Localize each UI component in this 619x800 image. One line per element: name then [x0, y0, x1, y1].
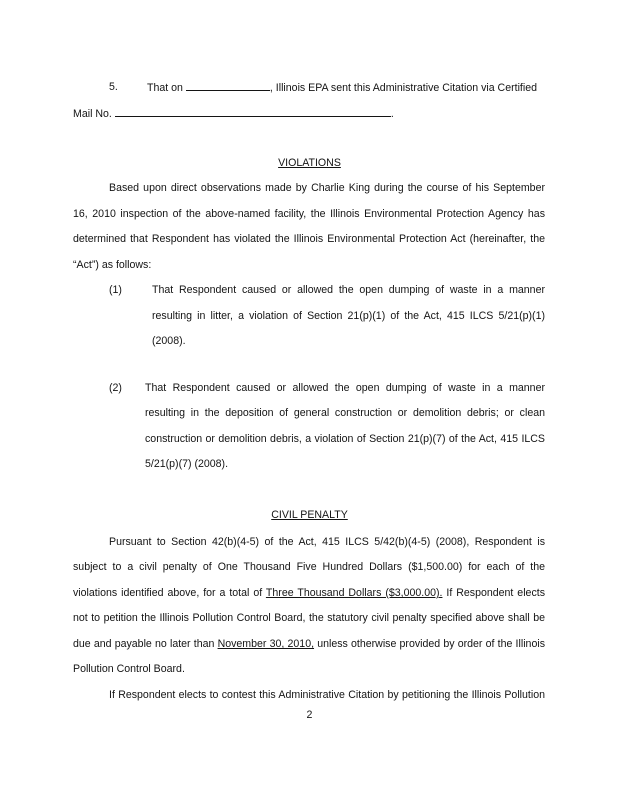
penalty-line-1: Pursuant to Section 42(b)(4-5) of the Act, 415 ILCS 5/42(b)(4-5) (2008), Respondent is: [109, 536, 545, 548]
civil-penalty-heading: CIVIL PENALTY: [271, 509, 348, 521]
date-blank: [186, 80, 270, 91]
penalty-line-6: Pollution Control Board.: [73, 663, 185, 675]
penalty-line-3: [73, 586, 545, 600]
penalty-line-5-text-a: due and payable no later than: [73, 638, 215, 650]
penalty-line-3-text-b: If Respondent elects: [446, 587, 545, 599]
item-5-text-b: , Illinois EPA sent this Administrative Citation via Certified: [269, 82, 538, 94]
violation-2-number: (2): [109, 382, 122, 394]
penalty-line-7: If Respondent elects to contest this Administrative Citation by petitioning the Illinois Pollution: [109, 689, 545, 701]
violation-2-line-4: 5/21(p)(7) (2008).: [145, 458, 229, 470]
violation-1-line-3: (2008).: [152, 335, 186, 347]
penalty-due-date: November 30, 2010,: [217, 638, 315, 650]
violation-2-line-3: construction or demolition debris, a violation of Section 21(p)(7) of the Act, 415 ILCS: [145, 433, 545, 445]
violation-2-line-1: That Respondent caused or allowed the open dumping of waste in a manner: [145, 382, 545, 394]
penalty-total: Three Thousand Dollars ($3,000.00).: [265, 587, 443, 599]
violations-intro-line-4: “Act”) as follows:: [73, 259, 152, 271]
penalty-line-4: not to petition the Illinois Pollution Control Board, the statutory civil penalty specified above shall be: [73, 612, 545, 624]
item-5-text-a: That on: [147, 82, 183, 94]
penalty-line-2: subject to a civil penalty of One Thousand Five Hundred Dollars ($1,500.00) for each of the: [73, 561, 545, 573]
violations-heading: VIOLATIONS: [278, 157, 341, 169]
item-5-line-1: [147, 80, 545, 95]
violations-intro-line-3: determined that Respondent has violated the Illinois Environmental Protection Act (hereinafter, the: [73, 233, 545, 245]
mail-period: .: [390, 108, 394, 120]
penalty-line-3-text-a: violations identified above, for a total of: [73, 587, 263, 599]
violation-2-line-2: resulting in the deposition of general construction or demolition debris; or clean: [145, 407, 545, 419]
penalty-line-5: [73, 637, 545, 651]
page-number: 2: [306, 709, 313, 721]
violation-1-line-1: That Respondent caused or allowed the open dumping of waste in a manner: [152, 284, 545, 296]
mail-label: Mail No.: [73, 108, 112, 120]
violations-intro-line-1: Based upon direct observations made by Charlie King during the course of his September: [109, 182, 545, 194]
item-5-line-2: [73, 106, 545, 121]
violation-1-line-2: resulting in litter, a violation of Section 21(p)(1) of the Act, 415 ILCS 5/21(p)(1): [152, 310, 545, 322]
violation-1-number: (1): [109, 284, 122, 296]
certified-mail-blank: [115, 106, 391, 117]
penalty-line-5-text-b: unless otherwise provided by order of the Illinois: [317, 638, 545, 650]
item-5-number: 5.: [109, 81, 118, 93]
violations-intro-line-2: 16, 2010 inspection of the above-named facility, the Illinois Environmental Protection Agency has: [73, 208, 545, 220]
